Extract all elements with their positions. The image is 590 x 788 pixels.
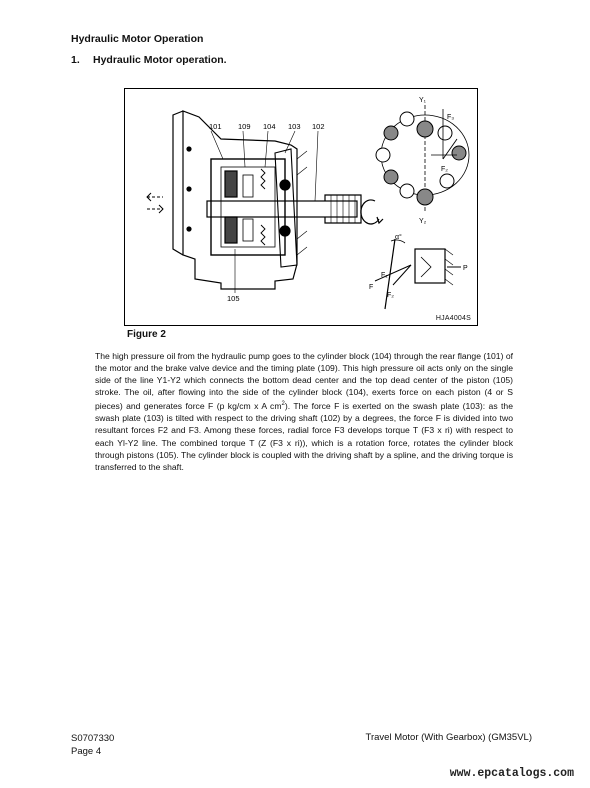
label-f: F bbox=[369, 284, 374, 291]
label-alpha: α° bbox=[395, 234, 402, 241]
label-f1: F₁ bbox=[381, 272, 388, 279]
item-title: Hydraulic Motor operation. bbox=[93, 54, 227, 66]
label-105: 105 bbox=[227, 294, 240, 303]
motor-figure bbox=[124, 88, 478, 326]
motor-section-drawing bbox=[147, 111, 383, 293]
footer-left bbox=[71, 732, 114, 758]
label-f2-force: F₂ bbox=[387, 292, 394, 299]
label-f3-top: F₃ bbox=[447, 114, 455, 121]
piston-circle-diagram bbox=[376, 105, 469, 213]
label-f2-circle: F₂ bbox=[441, 166, 448, 173]
label-104: 104 bbox=[263, 122, 276, 131]
watermark: www.epcatalogs.com bbox=[449, 767, 574, 780]
label-y1: Y₁ bbox=[419, 97, 427, 104]
section-title: Hydraulic Motor Operation bbox=[71, 33, 204, 45]
body-text-part-2: ). The force F is exerted on the swash plate (103): as the swash plate (103) is tilted with respect to the driving shaft (102) by a degrees, the force F is divided into two resultant forces F2 and F3. Among these forces, radial force F3 develops torque T (F3 x ri) with respect to each Yl-Y2 line. The combined torque T (Z (F3 x ri)), which is a rotation force, rotates the cylinder block through pistons (105). The cylinder block is coupled with the driving shaft by a spline, and the driving torque is transferred to the shaft. bbox=[95, 401, 513, 472]
label-109: 109 bbox=[238, 122, 251, 131]
motor-drawing bbox=[125, 89, 477, 325]
footer-title: Travel Motor (With Gearbox) (GM35VL) bbox=[365, 732, 532, 743]
sub-heading bbox=[71, 54, 227, 66]
body-paragraph bbox=[95, 350, 513, 473]
page-number: Page 4 bbox=[71, 746, 102, 757]
figure-caption: Figure 2 bbox=[127, 329, 166, 340]
body-text-part-1: The high pressure oil from the hydraulic pump goes to the cylinder block (104) through the rear flange (101) of the motor and the brake valve device and the timing plate (109). This high pressure oil acts only on the single side of the line Y1-Y2 which connects the bottom dead center and the top dead center of the piston (105) stroke. The oil, after flowing into the side of the cylinder block (104), exerts force on each piston (4 or S pieces) and generates force F (p kg/cm x A cm bbox=[95, 351, 513, 412]
label-y2: Y₂ bbox=[419, 218, 427, 225]
body-superscript: 2 bbox=[281, 401, 285, 408]
doc-code: S0707330 bbox=[71, 733, 115, 744]
label-102: 102 bbox=[312, 122, 325, 131]
item-number: 1. bbox=[71, 54, 80, 66]
label-p: P bbox=[463, 265, 468, 272]
label-101: 101 bbox=[209, 122, 222, 131]
figure-code: HJA4004S bbox=[435, 315, 471, 322]
label-103: 103 bbox=[288, 122, 301, 131]
